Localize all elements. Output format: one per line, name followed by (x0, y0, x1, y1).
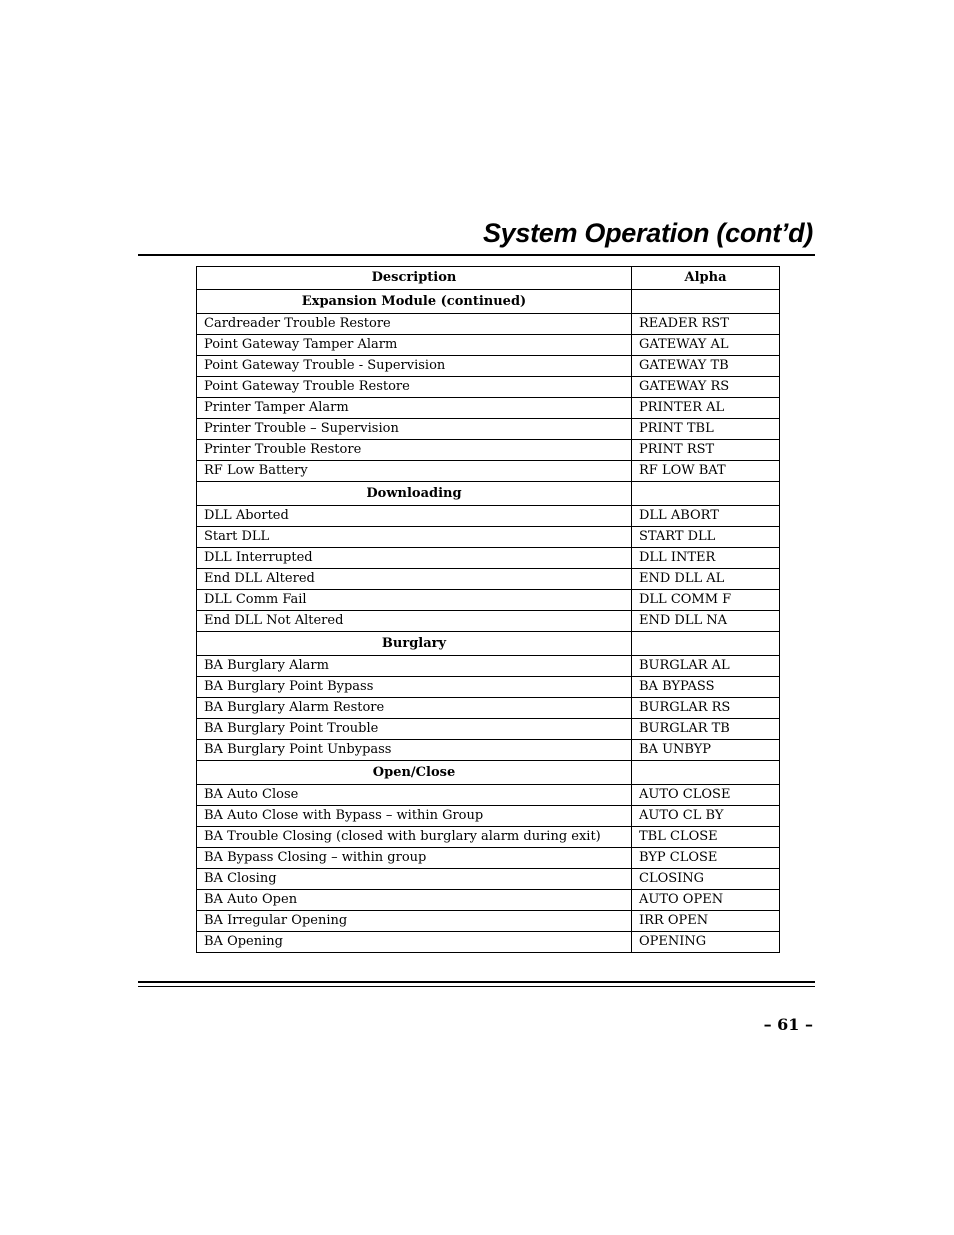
alpha-cell: AUTO CL BY (632, 806, 780, 827)
section-heading: Burglary (197, 632, 632, 656)
alpha-cell: AUTO OPEN (632, 890, 780, 911)
alpha-cell: GATEWAY RS (632, 377, 780, 398)
table-row (197, 314, 780, 335)
table-row (197, 527, 780, 548)
description-cell: BA Auto Open (197, 890, 632, 911)
description-cell: Cardreader Trouble Restore (197, 314, 632, 335)
table-header-row (197, 267, 780, 290)
description-cell: Point Gateway Trouble Restore (197, 377, 632, 398)
page-title: System Operation (cont’d) (482, 218, 813, 248)
alpha-cell: IRR OPEN (632, 911, 780, 932)
table-row (197, 548, 780, 569)
table-row (197, 377, 780, 398)
alpha-cell: AUTO CLOSE (632, 785, 780, 806)
table-row (197, 890, 780, 911)
description-cell: BA Burglary Alarm Restore (197, 698, 632, 719)
description-cell: Start DLL (197, 527, 632, 548)
section-heading-row (197, 632, 780, 656)
alpha-cell: START DLL (632, 527, 780, 548)
description-cell: Printer Trouble Restore (197, 440, 632, 461)
description-cell: Point Gateway Trouble - Supervision (197, 356, 632, 377)
description-cell: BA Burglary Point Trouble (197, 719, 632, 740)
alpha-cell: DLL INTER (632, 548, 780, 569)
description-cell: DLL Comm Fail (197, 590, 632, 611)
section-heading: Expansion Module (continued) (197, 290, 632, 314)
table-row (197, 932, 780, 953)
page-number: – 61 – (763, 1015, 813, 1034)
table-row (197, 506, 780, 527)
description-cell: BA Burglary Point Bypass (197, 677, 632, 698)
alpha-cell: READER RST (632, 314, 780, 335)
section-heading: Open/Close (197, 761, 632, 785)
alpha-cell: DLL COMM F (632, 590, 780, 611)
table-row (197, 569, 780, 590)
description-cell: BA Burglary Point Unbypass (197, 740, 632, 761)
table-row (197, 590, 780, 611)
description-cell: Printer Tamper Alarm (197, 398, 632, 419)
description-cell: End DLL Not Altered (197, 611, 632, 632)
table-row (197, 848, 780, 869)
description-cell: Printer Trouble – Supervision (197, 419, 632, 440)
table-row (197, 698, 780, 719)
alpha-cell: BA BYPASS (632, 677, 780, 698)
table-row (197, 911, 780, 932)
section-heading-row (197, 290, 780, 314)
footer-rule-thick (138, 981, 815, 983)
alpha-cell: END DLL NA (632, 611, 780, 632)
description-cell: BA Closing (197, 869, 632, 890)
alpha-cell: TBL CLOSE (632, 827, 780, 848)
alpha-cell: BURGLAR AL (632, 656, 780, 677)
description-cell: RF Low Battery (197, 461, 632, 482)
alpha-cell: PRINT TBL (632, 419, 780, 440)
alpha-cell: BURGLAR RS (632, 698, 780, 719)
table-row (197, 440, 780, 461)
table-row (197, 740, 780, 761)
footer-rule-thin (138, 986, 815, 987)
section-heading-empty-cell (632, 632, 780, 656)
table-row (197, 806, 780, 827)
alpha-cell: RF LOW BAT (632, 461, 780, 482)
alpha-cell: BYP CLOSE (632, 848, 780, 869)
table-row (197, 419, 780, 440)
title-rule (138, 254, 815, 256)
section-heading: Downloading (197, 482, 632, 506)
description-cell: BA Trouble Closing (closed with burglary alarm during exit) (197, 827, 632, 848)
alpha-cell: CLOSING (632, 869, 780, 890)
alpha-cell: DLL ABORT (632, 506, 780, 527)
description-cell: BA Auto Close (197, 785, 632, 806)
description-cell: BA Auto Close with Bypass – within Group (197, 806, 632, 827)
table-row (197, 677, 780, 698)
section-heading-empty-cell (632, 482, 780, 506)
description-cell: DLL Aborted (197, 506, 632, 527)
section-heading-empty-cell (632, 761, 780, 785)
section-heading-row (197, 761, 780, 785)
table-row (197, 785, 780, 806)
alpha-cell: PRINTER AL (632, 398, 780, 419)
table-row (197, 398, 780, 419)
table-row (197, 656, 780, 677)
description-cell: End DLL Altered (197, 569, 632, 590)
alpha-cell: PRINT RST (632, 440, 780, 461)
description-cell: Point Gateway Tamper Alarm (197, 335, 632, 356)
alpha-cell: OPENING (632, 932, 780, 953)
table-row (197, 461, 780, 482)
table-row (197, 356, 780, 377)
alpha-cell: END DLL AL (632, 569, 780, 590)
description-cell: BA Bypass Closing – within group (197, 848, 632, 869)
description-cell: BA Opening (197, 932, 632, 953)
section-heading-empty-cell (632, 290, 780, 314)
alpha-cell: GATEWAY AL (632, 335, 780, 356)
description-cell: DLL Interrupted (197, 548, 632, 569)
table-row (197, 335, 780, 356)
table-row (197, 719, 780, 740)
table-row (197, 827, 780, 848)
description-cell: BA Irregular Opening (197, 911, 632, 932)
table-row (197, 869, 780, 890)
description-cell: BA Burglary Alarm (197, 656, 632, 677)
column-header-alpha: Alpha (632, 267, 780, 290)
event-code-table (196, 266, 780, 953)
table-row (197, 611, 780, 632)
alpha-cell: BA UNBYP (632, 740, 780, 761)
alpha-cell: GATEWAY TB (632, 356, 780, 377)
column-header-description: Description (197, 267, 632, 290)
alpha-cell: BURGLAR TB (632, 719, 780, 740)
section-heading-row (197, 482, 780, 506)
